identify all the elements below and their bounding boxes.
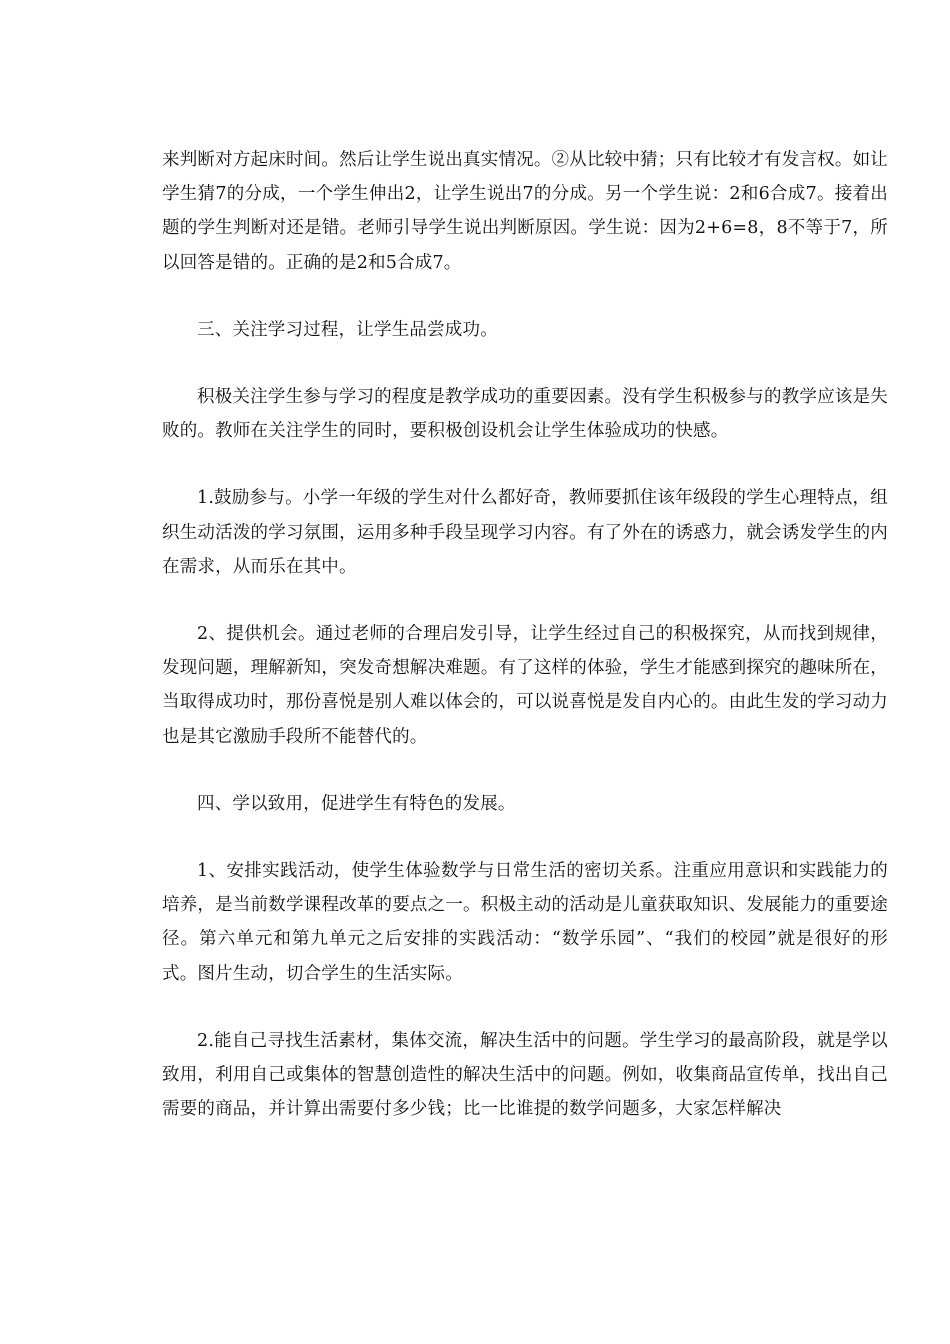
section-heading: 四、学以致用，促进学生有特色的发展。 <box>197 793 516 814</box>
paragraph: 来判断对方起床时间。然后让学生说出真实情况。②从比较中猜；只有比较才有发言权。如让学生猜7的分成，一个学生伸出2，让学生说出7的分成。另一个学生说：2和6合成7。接着出题的学生判断对还是错。老师引导学生说出判断原因。学生说：因为2+6=8，8不等于7，所以回答是错的。正确的是2和5合成7。 <box>162 150 888 273</box>
section-heading: 三、关注学习过程，让学生品尝成功。 <box>197 319 498 340</box>
paragraph: 2.能自己寻找生活素材，集体交流，解决生活中的问题。学生学习的最高阶段，就是学以致用，利用自己或集体的智慧创造性的解决生活中的问题。例如，收集商品宣传单，找出自己需要的商品，并计算出需要付多少钱；比一比谁提的数学问题多，大家怎样解决 <box>162 1030 888 1120</box>
paragraph: 1、安排实践活动，使学生体验数学与日常生活的密切关系。注重应用意识和实践能力的培养，是当前数学课程改革的要点之一。积极主动的活动是儿童获取知识、发展能力的重要途径。第六单元和第九单元之后安排的实践活动：“数学乐园”、“我们的校园”就是很好的形式。图片生动，切合学生的生活实际。 <box>162 861 888 984</box>
paragraph: 2、提供机会。通过老师的合理启发引导，让学生经过自己的积极探究，从而找到规律，发现问题，理解新知，突发奇想解决难题。有了这样的体验，学生才能感到探究的趣味所在，当取得成功时，那份喜悦是别人难以体会的，可以说喜悦是发自内心的。由此生发的学习动力也是其它激励手段所不能替代的。 <box>162 624 888 747</box>
paragraph: 积极关注学生参与学习的程度是教学成功的重要因素。没有学生积极参与的教学应该是失败的。教师在关注学生的同时，要积极创设机会让学生体验成功的快感。 <box>162 387 888 442</box>
document-page <box>162 143 888 1126</box>
paragraph: 1.鼓励参与。小学一年级的学生对什么都好奇，教师要抓住该年级段的学生心理特点，组织生动活泼的学习氛围，运用多种手段呈现学习内容。有了外在的诱惑力，就会诱发学生的内在需求，从而乐在其中。 <box>162 488 888 577</box>
